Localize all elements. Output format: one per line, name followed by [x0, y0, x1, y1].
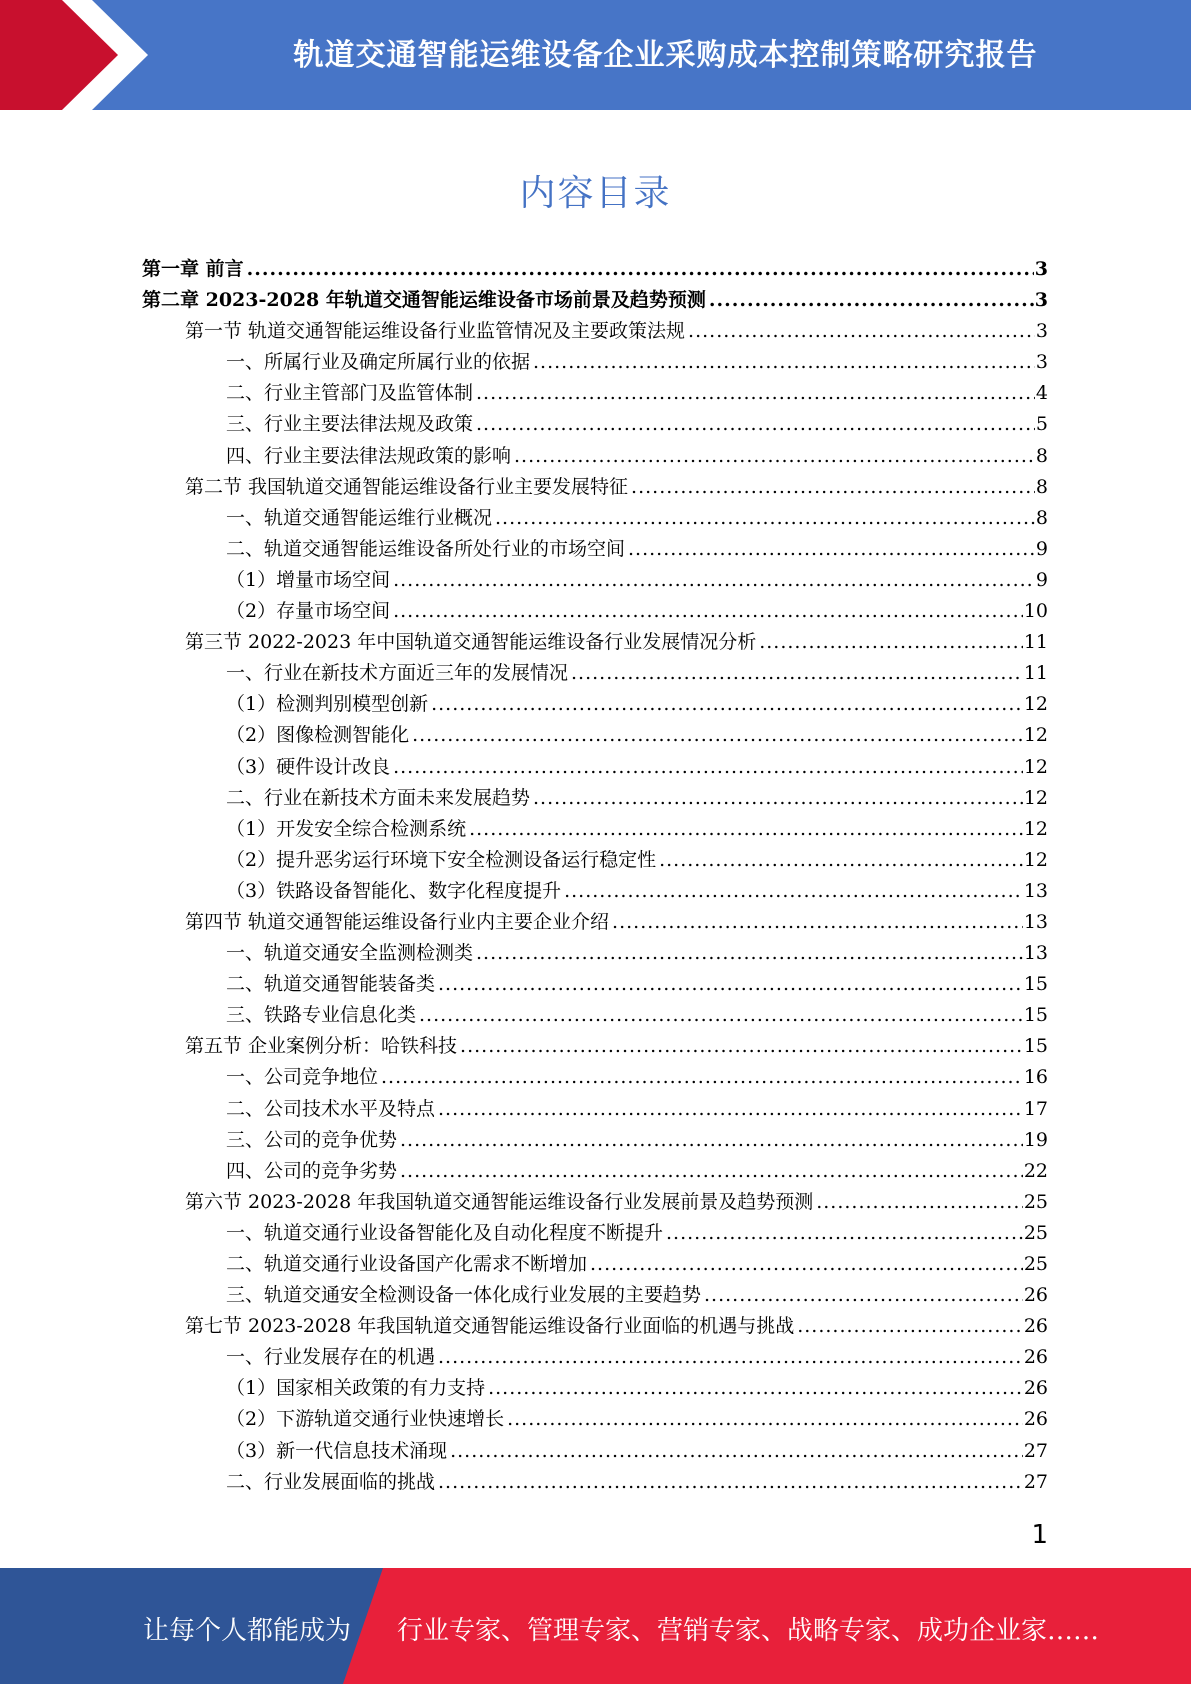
toc-entry[interactable] — [142, 1094, 1048, 1125]
toc-entry[interactable] — [142, 441, 1048, 472]
toc-entry-title: 第二章 2023-2028 年轨道交通智能运维设备市场前景及趋势预测 — [142, 289, 706, 312]
toc-entry-page: 13 — [1023, 879, 1048, 902]
page-header — [0, 0, 1191, 110]
toc-entry-page: 22 — [1023, 1159, 1048, 1182]
toc-entry[interactable] — [142, 783, 1048, 814]
toc-dot-leader — [533, 351, 1035, 373]
toc-dot-leader — [514, 445, 1035, 467]
toc-entry-page: 9 — [1035, 568, 1048, 591]
toc-dot-leader — [476, 942, 1023, 964]
toc-entry[interactable] — [142, 1467, 1048, 1498]
toc-entry-title: 三、公司的竞争优势 — [226, 1128, 398, 1151]
report-title: 轨道交通智能运维设备企业采购成本控制策略研究报告 — [293, 38, 1038, 73]
toc-dot-leader — [816, 1191, 1023, 1213]
toc-entry-title: 一、轨道交通安全监测检测类 — [226, 942, 474, 965]
footer-slogan-left: 让每个人都能成为 — [143, 1616, 352, 1646]
toc-entry-title: 第四节 轨道交通智能运维设备行业内主要企业介绍 — [185, 910, 610, 933]
toc-entry-page: 11 — [1023, 662, 1048, 685]
toc-entry-title: 第一章 前言 — [142, 258, 244, 280]
toc-dot-leader — [533, 787, 1023, 809]
toc-dot-leader — [393, 600, 1023, 622]
toc-entry[interactable] — [142, 689, 1048, 720]
toc-entry-page: 26 — [1023, 1346, 1048, 1369]
toc-dot-leader — [571, 662, 1023, 684]
toc-entry-page: 13 — [1023, 910, 1048, 933]
toc-entry-title: （1）增量市场空间 — [226, 568, 391, 591]
page-footer — [0, 1568, 1191, 1684]
toc-dot-leader — [709, 289, 1034, 311]
toc-dot-leader — [495, 507, 1035, 529]
toc-entry-title: 第一节 轨道交通智能运维设备行业监管情况及主要政策法规 — [185, 320, 686, 343]
toc-entry-page: 5 — [1035, 413, 1048, 436]
toc-entry-title: （3）铁路设备智能化、数字化程度提升 — [226, 879, 562, 902]
toc-entry-title: 二、行业主管部门及监管体制 — [226, 382, 474, 405]
toc-entry-title: （1）开发安全综合检测系统 — [226, 817, 467, 840]
toc-dot-leader — [419, 1004, 1023, 1026]
toc-entry-page: 3 — [1034, 289, 1048, 312]
toc-entry[interactable] — [142, 938, 1048, 969]
toc-entry-page: 25 — [1023, 1190, 1048, 1213]
toc-entry-title: （2）下游轨道交通行业快速增长 — [226, 1408, 505, 1431]
toc-dot-leader — [460, 1035, 1023, 1057]
toc-entry-page: 27 — [1023, 1470, 1048, 1493]
toc-entry-title: （2）存量市场空间 — [226, 600, 391, 623]
toc-entry[interactable] — [142, 1342, 1048, 1373]
toc-dot-leader — [450, 1440, 1023, 1462]
toc-dot-leader — [247, 258, 1034, 280]
toc-entry[interactable] — [142, 1249, 1048, 1280]
toc-entry-page: 27 — [1023, 1439, 1048, 1462]
toc-dot-leader — [659, 849, 1023, 871]
toc-dot-leader — [400, 1129, 1023, 1151]
toc-dot-leader — [488, 1377, 1023, 1399]
toc-entry-page: 13 — [1023, 942, 1048, 965]
toc-entry-page: 26 — [1023, 1377, 1048, 1400]
toc-entry[interactable] — [142, 969, 1048, 1000]
toc-dot-leader — [797, 1315, 1023, 1337]
toc-dot-leader — [438, 1346, 1023, 1368]
toc-entry-title: 四、公司的竞争劣势 — [226, 1159, 398, 1182]
toc-dot-leader — [564, 880, 1023, 902]
toc-entry-title: （1）检测判别模型创新 — [226, 693, 429, 716]
toc-dot-leader — [438, 1098, 1023, 1120]
toc-entry[interactable] — [142, 409, 1048, 440]
toc-entry[interactable] — [142, 1373, 1048, 1404]
toc-dot-leader — [759, 631, 1023, 653]
toc-entry-page: 26 — [1023, 1284, 1048, 1307]
toc-entry-title: 二、行业在新技术方面未来发展趋势 — [226, 786, 531, 809]
footer-slogan-right: 行业专家、管理专家、营销专家、战略专家、成功企业家…… — [397, 1616, 1100, 1646]
toc-entry-title: 一、轨道交通行业设备智能化及自动化程度不断提升 — [226, 1221, 664, 1244]
toc-dot-leader — [393, 756, 1023, 778]
toc-entry[interactable] — [142, 1000, 1048, 1031]
toc-dot-leader — [412, 724, 1023, 746]
toc-entry-page: 8 — [1035, 475, 1048, 498]
toc-entry[interactable] — [142, 503, 1048, 534]
toc-entry-title: 四、行业主要法律法规政策的影响 — [226, 444, 512, 467]
toc-entry-page: 16 — [1023, 1066, 1048, 1089]
toc-entry-title: 二、轨道交通智能运维设备所处行业的市场空间 — [226, 537, 626, 560]
toc-entry-title: 一、行业在新技术方面近三年的发展情况 — [226, 662, 569, 685]
toc-dot-leader — [431, 693, 1023, 715]
toc-entry[interactable] — [142, 1311, 1048, 1342]
toc-entry-page: 3 — [1034, 258, 1048, 280]
toc-entry[interactable] — [142, 1218, 1048, 1249]
toc-entry-title: 二、轨道交通行业设备国产化需求不断增加 — [226, 1253, 588, 1275]
toc-entry[interactable] — [142, 845, 1048, 876]
toc-entry-page: 12 — [1023, 848, 1048, 871]
toc-entry-title: 二、轨道交通智能装备类 — [226, 973, 436, 996]
toc-entry-page: 12 — [1023, 817, 1048, 840]
toc-dot-leader — [381, 1066, 1023, 1088]
toc-entry-title: （2）图像检测智能化 — [226, 724, 410, 747]
toc-entry-title: 三、轨道交通安全检测设备一体化成行业发展的主要趋势 — [226, 1284, 702, 1307]
toc-entry[interactable] — [142, 596, 1048, 627]
toc-entry[interactable] — [142, 627, 1048, 658]
toc-dot-leader — [438, 973, 1023, 995]
toc-entry-title: （3）硬件设计改良 — [226, 755, 391, 778]
toc-entry-page: 12 — [1023, 693, 1048, 716]
toc-entry-page: 17 — [1023, 1097, 1048, 1120]
toc-entry[interactable] — [142, 1404, 1048, 1435]
toc-dot-leader — [400, 1160, 1023, 1182]
toc-entry-page: 11 — [1023, 631, 1048, 654]
toc-entry[interactable] — [142, 378, 1048, 409]
toc-entry-page: 8 — [1035, 444, 1048, 467]
toc-entry-title: 第七节 2023-2028 年我国轨道交通智能运维设备行业面临的机遇与挑战 — [185, 1315, 795, 1338]
toc-entry-title: 二、公司技术水平及特点 — [226, 1097, 436, 1120]
toc-entry[interactable] — [142, 1436, 1048, 1467]
table-of-contents — [142, 254, 1048, 1498]
toc-entry-page: 15 — [1023, 1035, 1048, 1058]
toc-entry-title: （3）新一代信息技术涌现 — [226, 1439, 448, 1462]
toc-dot-leader — [628, 538, 1035, 560]
toc-entry[interactable] — [142, 907, 1048, 938]
toc-entry-title: 三、行业主要法律法规及政策 — [226, 413, 474, 436]
toc-entry[interactable] — [142, 752, 1048, 783]
toc-dot-leader — [507, 1408, 1023, 1430]
toc-entry[interactable] — [142, 1125, 1048, 1156]
toc-dot-leader — [438, 1471, 1023, 1493]
toc-entry[interactable] — [142, 285, 1048, 316]
toc-entry[interactable] — [142, 814, 1048, 845]
toc-entry[interactable] — [142, 1156, 1048, 1187]
toc-entry[interactable] — [142, 565, 1048, 596]
toc-dot-leader — [666, 1222, 1023, 1244]
toc-entry-title: （2）提升恶劣运行环境下安全检测设备运行稳定性 — [226, 848, 657, 871]
toc-entry[interactable] — [142, 316, 1048, 347]
toc-entry[interactable] — [142, 1031, 1048, 1062]
toc-heading: 内容目录 — [519, 173, 672, 214]
toc-entry-title: 三、铁路专业信息化类 — [226, 1004, 417, 1027]
toc-entry-title: 第三节 2022-2023 年中国轨道交通智能运维设备行业发展情况分析 — [185, 631, 757, 654]
toc-dot-leader — [688, 320, 1035, 342]
toc-entry-page: 25 — [1023, 1253, 1048, 1275]
toc-entry[interactable] — [142, 1280, 1048, 1311]
toc-entry-page: 15 — [1023, 1004, 1048, 1027]
toc-entry-page: 19 — [1023, 1128, 1048, 1151]
toc-entry[interactable] — [142, 534, 1048, 565]
toc-entry[interactable] — [142, 1062, 1048, 1093]
toc-entry-page: 12 — [1023, 786, 1048, 809]
toc-entry-page: 8 — [1035, 506, 1048, 529]
toc-dot-leader — [476, 382, 1035, 404]
toc-entry-title: 第六节 2023-2028 年我国轨道交通智能运维设备行业发展前景及趋势预测 — [185, 1190, 814, 1213]
toc-entry-page: 10 — [1023, 600, 1048, 623]
toc-entry[interactable] — [142, 720, 1048, 751]
toc-entry[interactable] — [142, 254, 1048, 285]
toc-entry[interactable] — [142, 876, 1048, 907]
toc-entry-page: 12 — [1023, 755, 1048, 778]
toc-dot-leader — [469, 818, 1023, 840]
toc-entry-page: 15 — [1023, 973, 1048, 996]
toc-entry[interactable] — [142, 658, 1048, 689]
toc-entry[interactable] — [142, 472, 1048, 503]
toc-entry-page: 12 — [1023, 724, 1048, 747]
toc-entry-title: 一、所属行业及确定所属行业的依据 — [226, 351, 531, 374]
toc-entry-page: 25 — [1023, 1221, 1048, 1244]
toc-entry-title: 一、公司竞争地位 — [226, 1066, 379, 1089]
toc-entry[interactable] — [142, 347, 1048, 378]
toc-entry-title: 二、行业发展面临的挑战 — [226, 1470, 436, 1493]
toc-entry-title: 第五节 企业案例分析：哈铁科技 — [185, 1035, 458, 1058]
toc-entry-page: 3 — [1035, 320, 1048, 343]
toc-entry-page: 26 — [1023, 1315, 1048, 1338]
toc-entry-page: 3 — [1035, 351, 1048, 374]
toc-dot-leader — [631, 476, 1035, 498]
toc-entry-page: 4 — [1035, 382, 1048, 405]
toc-dot-leader — [590, 1253, 1023, 1275]
toc-entry-title: 一、行业发展存在的机遇 — [226, 1346, 436, 1369]
toc-entry-page: 26 — [1023, 1408, 1048, 1431]
toc-entry-title: 第二节 我国轨道交通智能运维设备行业主要发展特征 — [185, 475, 629, 498]
toc-dot-leader — [704, 1284, 1023, 1306]
toc-dot-leader — [393, 569, 1035, 591]
toc-entry-page: 9 — [1035, 537, 1048, 560]
toc-dot-leader — [612, 911, 1023, 933]
toc-entry-title: 一、轨道交通智能运维行业概况 — [226, 506, 493, 529]
toc-entry-title: （1）国家相关政策的有力支持 — [226, 1377, 486, 1400]
toc-dot-leader — [476, 413, 1035, 435]
toc-entry[interactable] — [142, 1187, 1048, 1218]
page-number: 1 — [1031, 1520, 1048, 1550]
